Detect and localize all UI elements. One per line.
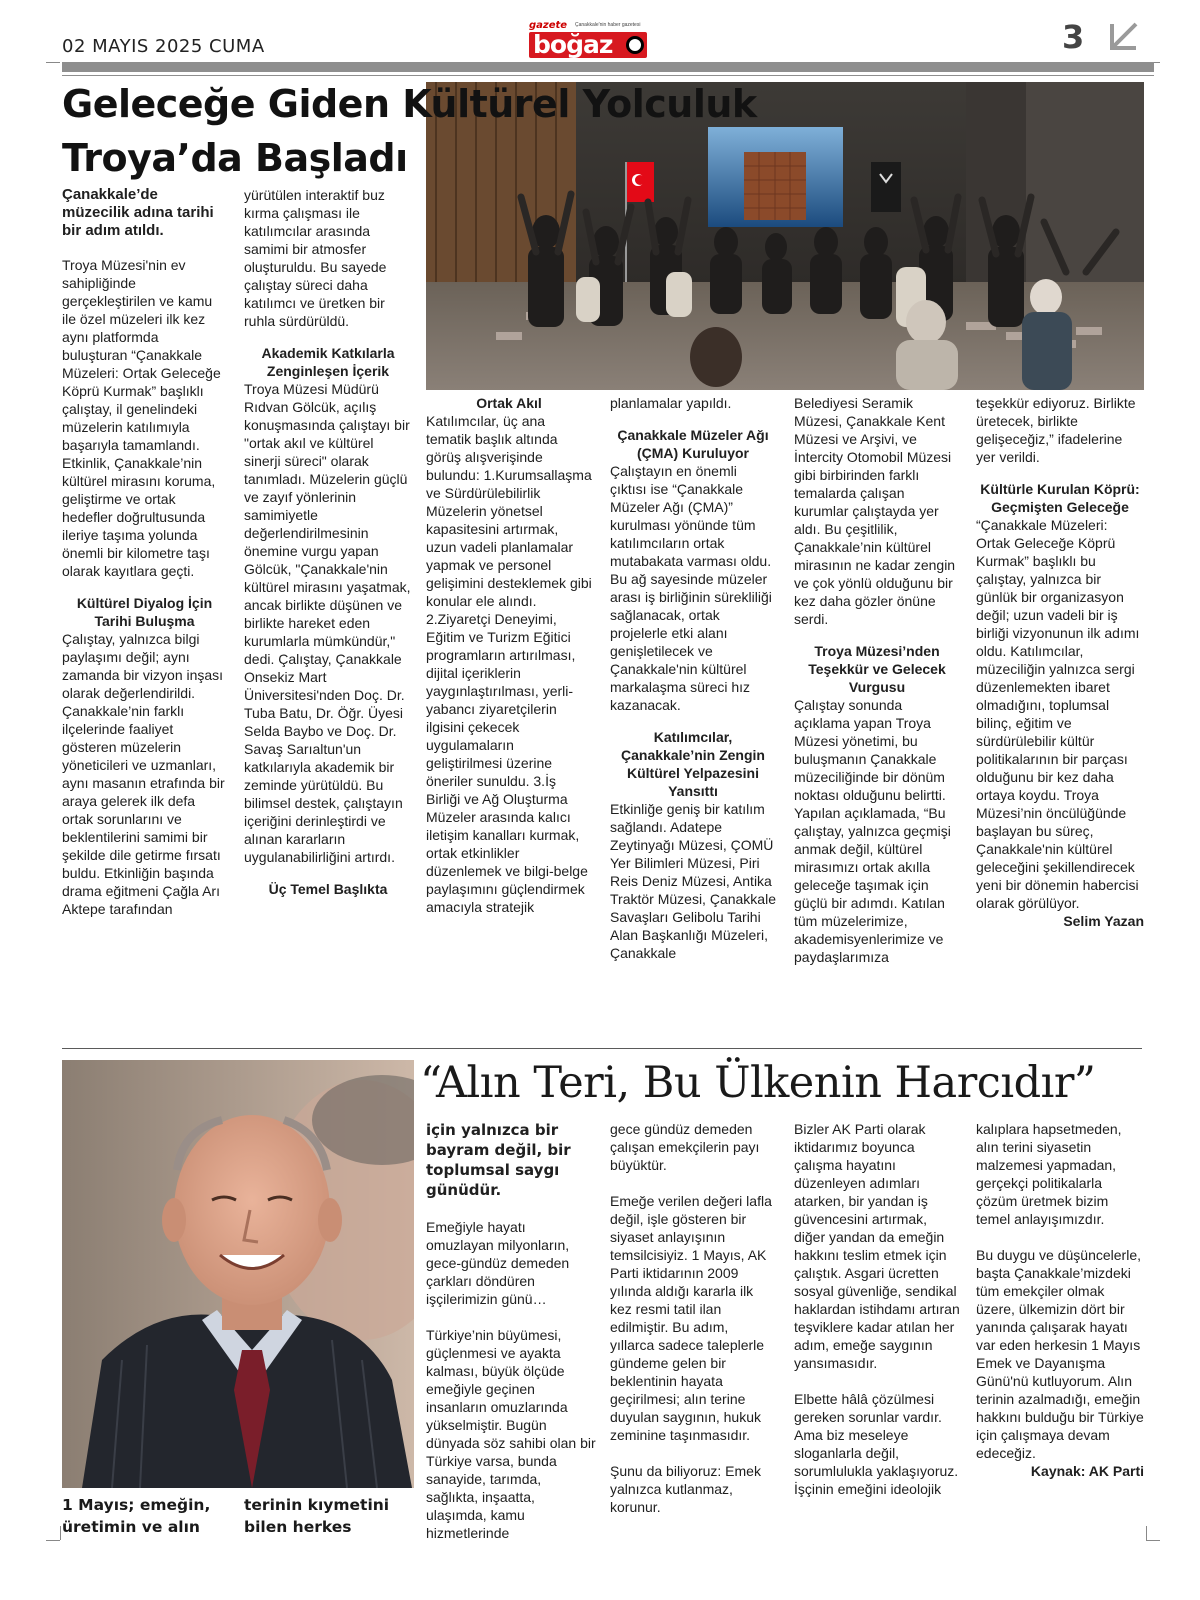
article1-column <box>244 186 412 1026</box>
paragraph-spacer <box>610 1444 776 1462</box>
header-rule-thin <box>62 75 1154 76</box>
body-paragraph: Belediyesi Seramik Müzesi, Çanakkale Kent Müzesi ve Arşivi, ve İntercity Otomobil Müzesi gibi birbirinden farklı temalarda çalışan kurumlar çalıştayda yer aldı. Bu çeşitlilik, Çanakkale’nin kültürel mirasının ne kadar zengin ve çok yönlü olduğunu bir kez daha gözler önüne serdi. <box>794 395 956 627</box>
paragraph-spacer <box>426 1200 596 1218</box>
portrait-photo <box>62 1060 414 1488</box>
body-paragraph: teşekkür ediyoruz. Birlikte üretecek, birlikte gelişeceğiz,” ifadelerine yer verildi. <box>976 395 1136 465</box>
body-paragraph: Troya Müzesi Müdürü Rıdvan Gölcük, açılış konuşmasında çalıştayı bir "ortak akıl ve kültürel sinerji süreci" olarak tanımladı. Müzelerin güçlü ve zayıf yönlerinin samimiyetle değerlendirilmesinin önemine vurgu yapan Gölcük, "Çanakkale'nin kültürel mirasını yaşatmak, ancak birlikte düşünen ve birlikte hareket eden kurumlarla mümkündür," dedi. Çalıştay, Çanakkale Onsekiz Mart Üniversitesi'nden Doç. Dr. Tuba Batu, Dr. Öğr. Üyesi Selda Baybo ve Doç. Dr. Savaş Sarıaltun'un katkılarıyla akademik bir zeminde yürütüldü. Bu bilimsel destek, çalıştayın içeriğini derinleştirdi ve alınan kararların uygulanabilirliğini artırdı. <box>244 381 411 865</box>
body-paragraph: Şunu da biliyoruz: Emek yalnızca kutlanmaz, korunur. <box>610 1463 761 1515</box>
crop-mark <box>46 62 60 63</box>
article1-headline-line1: Geleceğe Giden Kültürel Yolculuk <box>62 82 757 126</box>
article1-column <box>426 394 592 1026</box>
logo-word: boğaz <box>533 30 613 59</box>
body-paragraph: “Çanakkale Müzeleri: Ortak Geleceğe Köprü Kurmak” başlıklı bu çalıştay, yalnızca bir günlük bir organizasyon değil; uzun vadeli bir iş birliği vizyonunun ilk adımı oldu. Katılımcılar, müzeciliğin yalnızca sergi düzenlemekten ibaret olmadığını, toplumsal bilinç, eğitim ve sürdürülebilir kültür politikalarının bir parçası olduğunu bir kez daha ortaya koydu. Troya Müzesi’nin öncülüğünde başlayan bu süreç, Çanakkale'nin kültürel geleceğini şekillendirecek yeni bir dönemin habercisi olarak görülüyor. <box>976 517 1140 911</box>
newspaper-logo[interactable] <box>525 20 650 60</box>
article1-column <box>62 186 227 1026</box>
body-paragraph: Emeğiyle hayatı omuzlayan milyonların, gece-gündüz demeden çarkları döndüren işçilerimizin günü… <box>426 1219 570 1307</box>
photo-caption-left: 1 Mayıs; emeğin, üretimin ve alın <box>62 1496 211 1536</box>
article1-column <box>610 394 776 1026</box>
paragraph-spacer <box>62 240 227 256</box>
paragraph-spacer <box>794 1372 960 1390</box>
subheading: Katılımcılar, Çanakkale’nin Zengin Kültürel Yelpazesini Yansıttı <box>621 729 765 799</box>
article1-column <box>794 394 960 1026</box>
body-paragraph: Bizler AK Parti olarak iktidarımız boyunca çalışma hayatını düzenleyen adımları atarken, bir yandan iş güvencesini artırmak, diğer yandan da emeğin hakkını teslim etmek için çalıştık. Asgari ücretten sosyal güvenliğe, sendikal haklardan istihdamı artıran teşviklere kadar atılan her adım, emeğe saygının yansımasıdır. <box>794 1121 960 1371</box>
subheading: Kültürel Diyalog İçin Tarihi Buluşma <box>76 595 213 629</box>
crop-mark <box>46 1540 60 1541</box>
subheading: Üç Temel Başlıkta <box>268 881 388 897</box>
paragraph-spacer <box>426 1308 596 1326</box>
article2-headline: “Alın Teri, Bu Ülkenin Harcıdır” <box>420 1058 1096 1108</box>
lead-text: Çanakkale’de müzecilik adına tarihi bir adım atıldı. <box>62 186 214 239</box>
page-number: 3 <box>1062 18 1085 56</box>
body-paragraph: Elbette hâlâ çözülmesi gereken sorunlar vardır. Ama biz meseleye sloganlarla değil, sorumlulukla yaklaşıyoruz. İşçinin emeğini ideolojik <box>794 1391 959 1497</box>
article2-column <box>976 1120 1144 1540</box>
paragraph-spacer <box>610 1174 776 1192</box>
workshop-photo <box>426 82 1144 390</box>
logo-tagline: Çanakkale'nin haber gazetesi <box>575 22 641 28</box>
subheading: Çanakkale Müzeler Ağı (ÇMA) Kuruluyor <box>617 427 769 461</box>
body-paragraph: Emeğe verilen değeri lafla değil, işle gösteren bir siyaset anlayışının temsilcisiyiz. 1 Mayıs, AK Parti iktidarının 2009 yılında aldığı kararla ilk kez resmi tatil ilan edilmiştir. Bu adım, yıllarca sadece taleplerle gündeme gelen bir beklentinin hayata geçirilmesi; alın terine duyulan saygının, hukuk zeminine taşınmasıdır. <box>610 1193 772 1443</box>
body-paragraph: Troya Müzesi'nin ev sahipliğinde gerçekleştirilen ve kamu ile özel müzeleri ilk kez aynı platformda buluşturan “Çanakkale Müzeleri: Ortak Geleceğe Köprü Kurmak” başlıklı çalıştay, il genelindeki müzelerin katılımıyla başarıyla tamamlandı. Etkinlik, Çanakkale’nin kültürel mirasını koruma, geliştirme ve ortak hedefler doğrultusunda ileriye taşıma yolunda önemli bir kilometre taşı olarak kayıtlara geçti. <box>62 257 221 579</box>
body-paragraph: Çalıştayın en önemli çıktısı ise “Çanakkale Müzeler Ağı (ÇMA)” kurulması yönünde tüm katılımcıların ortak mutabakata varması oldu. Bu ağ sayesinde müzeler arası iş birliğinin sürekliliği sağlanacak, ortak projelerle etki alanı genişletilecek ve Çanakkale'nin kültürel markalaşma süreci hız kazanacak. <box>610 463 772 713</box>
body-paragraph: Bu duygu ve düşüncelerle, başta Çanakkale’mizdeki tüm emekçiler olmak üzere, ülkemizin dört bir yanında çalışarak hayatı var eden herkesin 1 Mayıs Emek ve Dayanışma Günü'nü kutluyorum. Alın terinin azalmadığı, emeğin hakkını bulduğu bir Türkiye için çalışmaya devam edeceğiz. <box>976 1247 1144 1461</box>
issue-date: 02 MAYIS 2025 CUMA <box>62 36 265 57</box>
body-paragraph: Türkiye’nin büyümesi, güçlenmesi ve ayakta kalması, büyük ölçüde emeğiyle geçinen insanların omuzlarında yükselmiştir. Bugün dünyada söz sahibi olan bir Türkiye varsa, bunda sanayide, tarımda, sağlıkta, inşaatta, ulaşımda, kamu hizmetlerinde <box>426 1327 596 1540</box>
crop-mark <box>1146 1540 1160 1541</box>
lead-text: için yalnızca bir bayram değil, bir toplumsal saygı günüdür. <box>426 1121 571 1199</box>
crop-mark <box>60 1526 61 1540</box>
crop-mark <box>1146 1526 1147 1540</box>
article-separator <box>62 1048 1142 1049</box>
paragraph-spacer <box>976 1228 1144 1246</box>
byline: Selim Yazan <box>1063 913 1144 929</box>
article2-column <box>794 1120 960 1540</box>
body-paragraph: gece gündüz demeden çalışan emekçilerin payı büyüktür. <box>610 1121 760 1173</box>
logo-small-word: gazete <box>529 20 568 31</box>
body-paragraph: Etkinliğe geniş bir katılım sağlandı. Adatepe Zeytinyağı Müzesi, ÇOMÜ Yer Bilimleri Müzesi, Piri Reis Deniz Müzesi, Antika Traktör Müzesi, Çanakkale Savaşları Gelibolu Tarihi Alan Başkanlığı Müzeleri, Çanakkale <box>610 801 776 961</box>
article2-column <box>610 1120 776 1540</box>
photo-caption-right: terinin kıymetini bilen herkes <box>244 1496 390 1536</box>
subheading: Ortak Akıl <box>476 395 542 411</box>
body-paragraph: yürütülen interaktif buz kırma çalışması ile katılımcılar arasında samimi bir atmosfer oluşturuldu. Bu sayede çalıştay süreci daha katılımcı ve üretken bir ruhla sürdürüldü. <box>244 187 387 329</box>
body-paragraph: kalıplara hapsetmeden, alın terini siyasetin malzemesi yapmadan, gerçekçi politikalarla çözüm üretmek bizim temel anlayışımızdır. <box>976 1121 1122 1227</box>
header-rule <box>62 62 1154 72</box>
byline: Kaynak: AK Parti <box>1030 1463 1144 1479</box>
body-paragraph: Katılımcılar, üç ana tematik başlık altında görüş alışverişinde bulundu: 1.Kurumsallaşma ve Sürdürülebilirlik Müzelerin yönetsel kapasitesini artırmak, uzun vadeli planlamalar yapmak ve personel gelişimini desteklemek gibi konular ele alındı. 2.Ziyaretçi Deneyimi, Eğitim ve Turizm Eğitici programların artırılması, dijital içeriklerin yaygınlaştırılması, yerli-yabancı ziyaretçilerin ilgisini çekecek uygulamaların geliştirilmesi üzerine öneriler sunuldu. 3.İş Birliği ve Ağ Oluşturma Müzeler arasında kalıcı iletişim kanalları kurmak, ortak etkinlikler düzenlemek ve bilgi-belge paylaşımını güçlendirmek amacıyla stratejik <box>426 413 592 915</box>
article2-column <box>426 1120 596 1540</box>
corner-arrow-icon <box>1106 20 1140 54</box>
subheading: Akademik Katkılarla Zenginleşen İçerik <box>261 345 395 379</box>
body-paragraph: planlamalar yapıldı. <box>610 395 732 411</box>
body-paragraph: Çalıştay sonunda açıklama yapan Troya Müzesi yönetimi, bu buluşmanın Çanakkale müzeciliğinde bir dönüm noktası olduğunu belirtti. Yapılan açıklamada, “Bu çalıştay, yalnızca geçmişi anmak değil, kültürel mirasımızı ortak akılla geleceğe taşımak için güçlü bir adımdı. Katılan tüm müzelerimize, akademisyenlerimize ve paydaşlarımıza <box>794 697 951 965</box>
body-paragraph: Çalıştay, yalnızca bilgi paylaşımı değil; aynı zamanda bir vizyon inşası olarak değerlendirildi. Çanakkale’nin farklı ilçelerinde faaliyet gösteren müzelerin yöneticileri ve uzmanları, aynı masanın etrafında bir araya gelerek ilk defa ortak sorunlarını ve beklentilerini samimi bir şekilde dile getirme fırsatı buldu. Etkinliğin başında drama eğitmeni Çağla Arı Aktepe tarafından <box>62 631 225 917</box>
subheading: Kültürle Kurulan Köprü: Geçmişten Geleceğe <box>980 481 1140 515</box>
subheading: Troya Müzesi’nden Teşekkür ve Gelecek Vurgusu <box>808 643 946 695</box>
logo-emblem-icon <box>626 36 644 54</box>
article1-column <box>976 394 1144 1026</box>
article1-headline-line2: Troya’da Başladı <box>62 136 408 180</box>
